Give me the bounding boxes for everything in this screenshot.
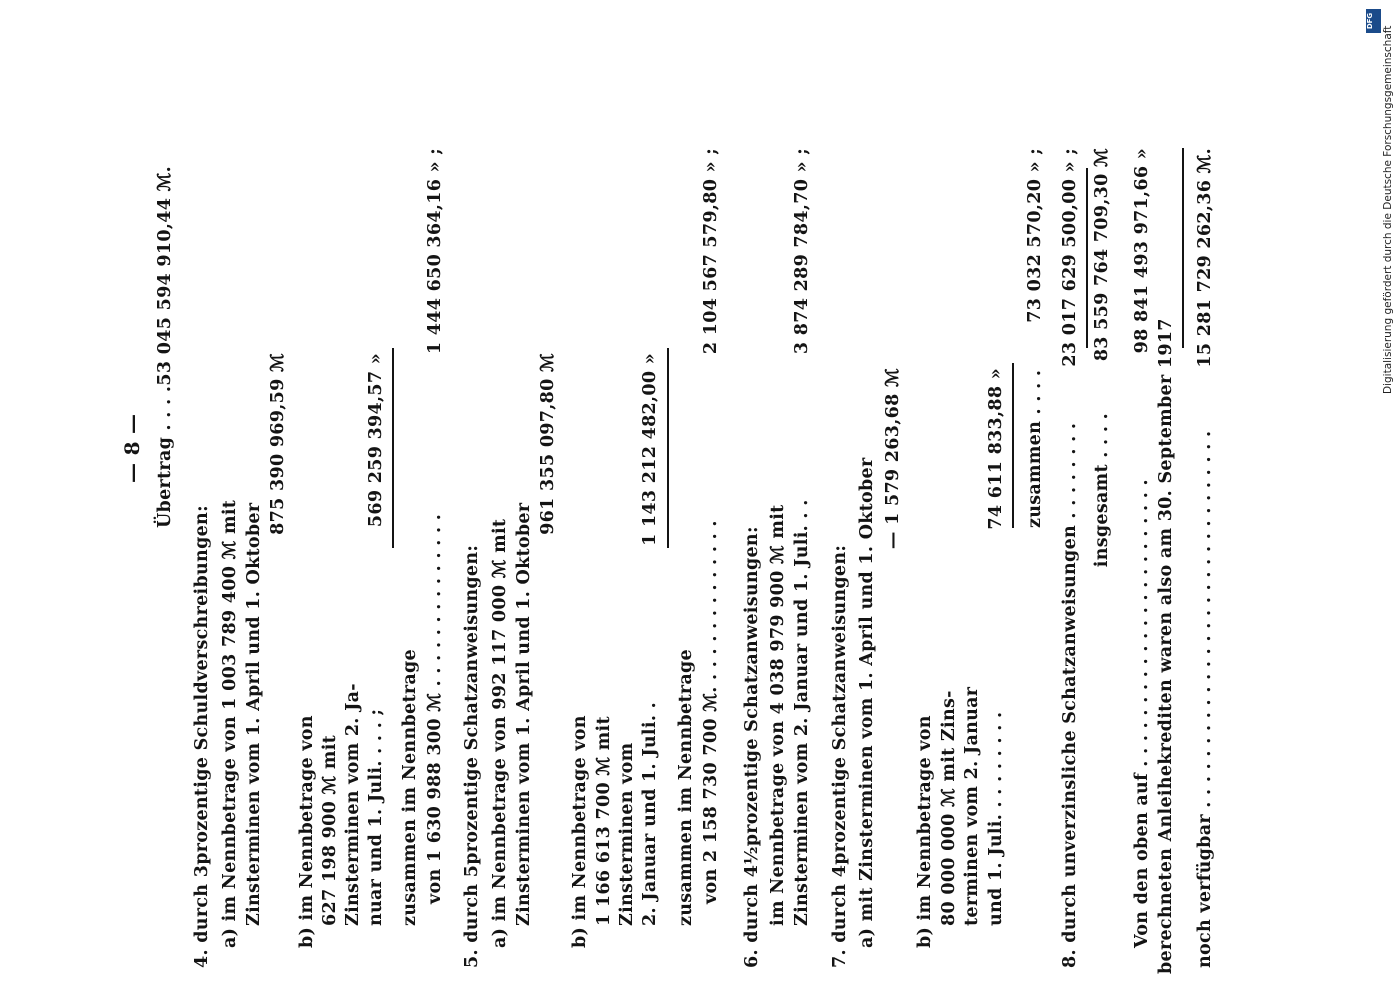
section-4b-amount: 569 259 394,57 »: [366, 353, 386, 528]
section-7-title: 7. durch 4prozentige Schatzanweisungen:: [830, 544, 850, 968]
section-8-line: 8. durch unverzinsliche Schatzanweisungen . . . . . . . .: [1060, 422, 1080, 968]
section-7-rule: [1012, 363, 1014, 528]
section-4a-line2: Zinsterminen vom 1. April und 1. Oktober: [244, 502, 264, 926]
section-4-rule: [392, 348, 394, 548]
uebertrag-label: Übertrag . . . .: [155, 385, 175, 528]
dfg-logo-text: DFG: [1366, 12, 1375, 30]
verfuegbar-amount: 15 281 729 262,36 ℳ.: [1195, 148, 1215, 368]
section-6-title: 6. durch 4½prozentige Schatzanweisungen:: [742, 526, 762, 968]
section-7a-amount: — 1 579 263,68 ℳ: [883, 368, 903, 550]
section-7-total-amount: 73 032 570,20 » ;: [1025, 148, 1045, 323]
von-den-line1: Von den oben auf . . . . . . . . . . . . . . . . . . . . . . .: [1132, 479, 1152, 948]
digitization-sidebar: [1365, 8, 1381, 394]
section-5b-line1: b) im Nennbetrage von: [570, 715, 590, 948]
von-den-amount: 98 841 493 971,66 »: [1132, 148, 1152, 354]
section-8-amount: 23 017 629 500,00 » ;: [1060, 148, 1080, 367]
digitization-notice: Digitalisierung gefördert durch die Deutsche Forschungsgemeinschaft: [1382, 25, 1394, 394]
von-den-line2: berechneten Anleihekrediten waren also am 30. September 1917: [1156, 318, 1176, 974]
final-rule: [1182, 148, 1184, 348]
section-5a-amount: 961 355 097,80 ℳ: [538, 353, 558, 535]
section-5-rule: [667, 348, 669, 548]
section-5-title: 5. durch 5prozentige Schatzanweisungen:: [462, 544, 482, 968]
section-5b-line3: Zinsterminen vom: [617, 742, 637, 926]
section-5-total-line2: von 2 158 730 700 ℳ. . . . . . . . . . . . . .: [701, 520, 721, 904]
section-5-total-line1: zusammen im Nennbetrage: [676, 649, 696, 926]
section-4-total-line2: von 1 630 988 300 ℳ . . . . . . . . . . . . . .: [425, 513, 445, 904]
section-5b-amount: 1 143 212 482,00 »: [640, 353, 660, 546]
section-4-title: 4. durch 3prozentige Schuldverschreibungen:: [192, 505, 212, 968]
section-7a-line1: a) mit Zinsterminen vom 1. April und 1. Oktober: [857, 457, 877, 948]
section-5b-line4: 2. Januar und 1. Juli. .: [640, 702, 660, 926]
verfuegbar-label: noch verfügbar . . . . . . . . . . . . . . . . . . . . . . . . . . . . . .: [1195, 430, 1215, 968]
section-7b-amount: 74 611 833,88 »: [986, 368, 1006, 530]
section-4b-line2: 627 198 900 ℳ mit: [320, 734, 340, 926]
section-5b-line2: 1 166 613 700 ℳ mit: [594, 716, 614, 926]
section-5a-line2: Zinsterminen vom 1. April und 1. Oktober: [514, 502, 534, 926]
section-4b-line3: Zinsterminen vom 2. Ja-: [343, 683, 363, 926]
page-number: — 8 —: [120, 413, 144, 483]
section-6-amount: 3 874 289 784,70 » ;: [792, 148, 812, 355]
section-6-line2: Zinsterminen vom 2. Januar und 1. Juli. . .: [792, 499, 812, 926]
section-7b-line1: b) im Nennbetrage von: [915, 715, 935, 948]
section-7b-line4: und 1. Juli. . . . . . . . .: [986, 711, 1006, 926]
section-5-total-amount: 2 104 567 579,80 » ;: [701, 148, 721, 355]
section-4a-amount: 875 390 969,59 ℳ: [268, 353, 288, 535]
dfg-logo: [1366, 9, 1381, 33]
uebertrag-amount: 53 045 594 910,44 ℳ.: [155, 166, 175, 386]
section-4a-line1: a) im Nennbetrage von 1 003 789 400 ℳ mit: [220, 499, 240, 948]
section-7b-line2: 80 000 000 ℳ mit Zins-: [939, 690, 959, 926]
rotated-page-content: [120, 148, 1250, 974]
insgesamt-amount: 83 559 764 709,30 ℳ: [1092, 148, 1112, 362]
insgesamt-label: insgesamt . . . .: [1092, 413, 1112, 568]
section-7b-line3: terminen vom 2. Januar: [962, 686, 982, 926]
section-4-total-line1: zusammen im Nennbetrage: [400, 649, 420, 926]
section-5a-line1: a) im Nennbetrage von 992 117 000 ℳ mit: [490, 518, 510, 948]
section-4b-line4: nuar und 1. Juli. . . . ;: [366, 708, 386, 926]
section-4-total-amount: 1 444 650 364,16 » ;: [425, 148, 445, 355]
section-6-line1: im Nennbetrage von 4 038 979 900 ℳ mit: [768, 504, 788, 926]
section-4b-line1: b) im Nennbetrage von: [297, 715, 317, 948]
section-7-total-label: zusammen . . . .: [1025, 369, 1045, 528]
total-rule: [1086, 168, 1088, 348]
